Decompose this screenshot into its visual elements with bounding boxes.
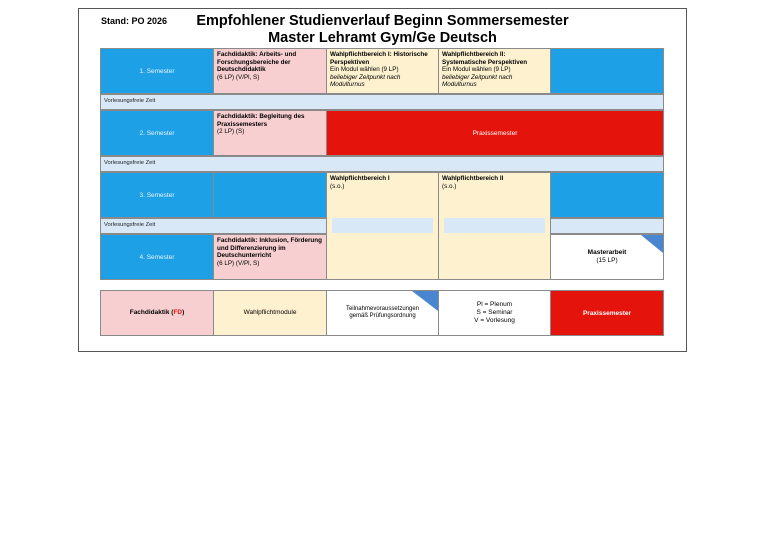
legend-teilnahmevoraussetzungen (326, 290, 439, 336)
semester-3-label: 3. Semester (100, 172, 214, 218)
s3-empty-cell (213, 172, 327, 218)
break-band-3-right (550, 218, 664, 234)
s2-fd-detail: (2 LP) (S) (217, 128, 245, 136)
abbr-seminar: S = Seminar (476, 309, 513, 316)
page-title: Empfohlener Studienverlauf Beginn Sommersemester (196, 13, 569, 29)
s1-fachdidaktik-module (213, 48, 327, 94)
s2-praxissemester: Praxissemester (326, 110, 664, 156)
legend-tv-line2: gemäß Prüfungsordnung (349, 313, 416, 319)
break-label-1: Vorlesungsfreie Zeit (104, 98, 156, 104)
semester-1-label: 1. Semester (100, 48, 214, 94)
legend-fd-prefix: Fachdidaktik ( (129, 309, 174, 316)
masterarbeit-detail: (15 LP) (596, 257, 618, 264)
s1-wp2-note: beliebiger Zeitpunkt nach Modulturnus (442, 73, 513, 89)
s3-empty-cell-right (550, 172, 664, 218)
s1-wp2-title: Wahlpflichtbereich II: Systematische Perspektiven (442, 51, 528, 66)
s3-wp1-title: Wahlpflichtbereich I (330, 175, 390, 182)
s2-fachdidaktik-module (213, 110, 327, 156)
legend-abbreviations (438, 290, 551, 336)
legend-fd-abbr: FD (173, 309, 183, 316)
s2-fd-title: Fachdidaktik: Begleitung des Praxissemesters (217, 113, 305, 128)
page-subtitle: Master Lehramt Gym/Ge Deutsch (268, 30, 497, 46)
s1-wp1-line: Ein Modul wählen (9 LP) (330, 66, 399, 74)
break-label-2: Vorlesungsfreie Zeit (104, 160, 156, 166)
s4-fd-detail: (6 LP) (V/Pl, S) (217, 259, 260, 267)
s3-wp2-title: Wahlpflichtbereich II (442, 175, 504, 182)
s3-wp2-detail: (s.o.) (442, 182, 457, 190)
s4-masterarbeit (550, 234, 664, 280)
semester-2-label: 2. Semester (100, 110, 214, 156)
s1-wp1-note: beliebiger Zeitpunkt nach Modulturnus (330, 73, 401, 89)
legend-praxissemester: Praxissemester (550, 290, 664, 336)
s1-fd-title: Fachdidaktik: Arbeits- und Forschungsbereiche der Deutschdidaktik (217, 51, 297, 74)
s4-fachdidaktik-module (213, 234, 327, 280)
s1-wp1-title: Wahlpflichtbereich I: Historische Perspektiven (330, 51, 428, 66)
s1-wp2-line: Ein Modul wählen (9 LP) (442, 66, 511, 74)
legend-fachdidaktik (100, 290, 214, 336)
abbr-plenum: Pl = Plenum (476, 301, 513, 308)
break-band-3-wp1 (332, 218, 433, 233)
break-band-3-wp2 (444, 218, 545, 233)
masterarbeit-title: Masterarbeit (587, 249, 627, 256)
break-band-1 (100, 94, 664, 110)
s4-fd-title: Fachdidaktik: Inklusion, Förderung und Differenzierung im Deutschunterricht (217, 237, 322, 260)
break-label-3: Vorlesungsfreie Zeit (104, 222, 156, 228)
semester-4-label: 4. Semester (100, 234, 214, 280)
s1-wahlpflicht-1-module (326, 48, 439, 94)
break-band-2 (100, 156, 664, 172)
prerequisite-marker (641, 235, 663, 253)
legend-fd-suffix: ) (182, 309, 185, 316)
s1-empty-cell (550, 48, 664, 94)
abbr-vorlesung: V = Vorlesung (474, 317, 515, 324)
legend-tv-line1: Teilnahmevoraussetzungen (345, 305, 420, 312)
s3-wp1-detail: (s.o.) (330, 182, 345, 190)
s1-fd-detail: (6 LP) (V/Pl, S) (217, 73, 260, 81)
s1-wahlpflicht-2-module (438, 48, 551, 94)
stand-label: Stand: PO 2026 (101, 16, 168, 26)
legend-wahlpflicht: Wahlpflichtmodule (213, 290, 327, 336)
legend-prerequisite-marker (412, 291, 438, 311)
